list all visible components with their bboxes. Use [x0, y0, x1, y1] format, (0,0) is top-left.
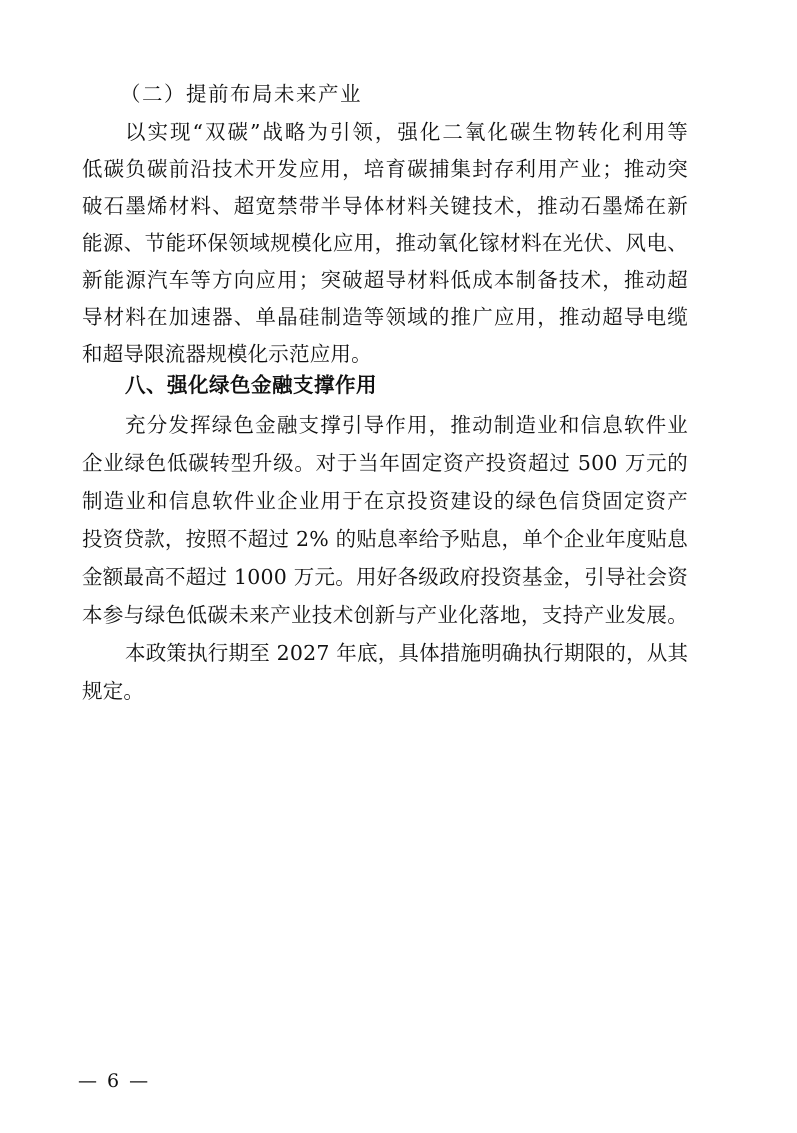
paragraph-line: 能源、节能环保领域规模化应用，推动氧化镓材料在光伏、风电、	[82, 231, 688, 255]
paragraph-line: 企业绿色低碳转型升级。对于当年固定资产投资超过 500 万元的	[82, 451, 688, 475]
section-sub-heading: （二）提前布局未来产业	[120, 82, 362, 106]
page-number: — 6 —	[78, 1070, 151, 1092]
paragraph-line: 低碳负碳前沿技术开发应用，培育碳捕集封存利用产业；推动突	[82, 157, 688, 181]
paragraph-line: 新能源汽车等方向应用；突破超导材料低成本制备技术，推动超	[82, 268, 688, 292]
paragraph-line: 导材料在加速器、单晶硅制造等领域的推广应用，推动超导电缆	[82, 305, 688, 329]
section-main-heading: 八、强化绿色金融支撑作用	[125, 373, 377, 397]
paragraph-line: 本参与绿色低碳未来产业技术创新与产业化落地，支持产业发展。	[82, 603, 688, 627]
paragraph-line: 金额最高不超过 1000 万元。用好各级政府投资基金，引导社会资	[82, 565, 688, 589]
paragraph-line: 以实现“双碳”战略为引领，强化二氧化碳生物转化利用等	[125, 120, 688, 144]
paragraph-line: 本政策执行期至 2027 年底，具体措施明确执行期限的，从其	[125, 641, 689, 665]
paragraph-line: 破石墨烯材料、超宽禁带半导体材料关键技术，推动石墨烯在新	[82, 194, 688, 218]
paragraph-line: 充分发挥绿色金融支撑引导作用，推动制造业和信息软件业	[125, 413, 688, 437]
paragraph-line: 投资贷款，按照不超过 2% 的贴息率给予贴息，单个企业年度贴息	[82, 527, 688, 551]
paragraph-line: 规定。	[82, 679, 145, 703]
paragraph-line: 制造业和信息软件业企业用于在京投资建设的绿色信贷固定资产	[82, 489, 688, 513]
paragraph-line: 和超导限流器规模化示范应用。	[82, 342, 372, 366]
